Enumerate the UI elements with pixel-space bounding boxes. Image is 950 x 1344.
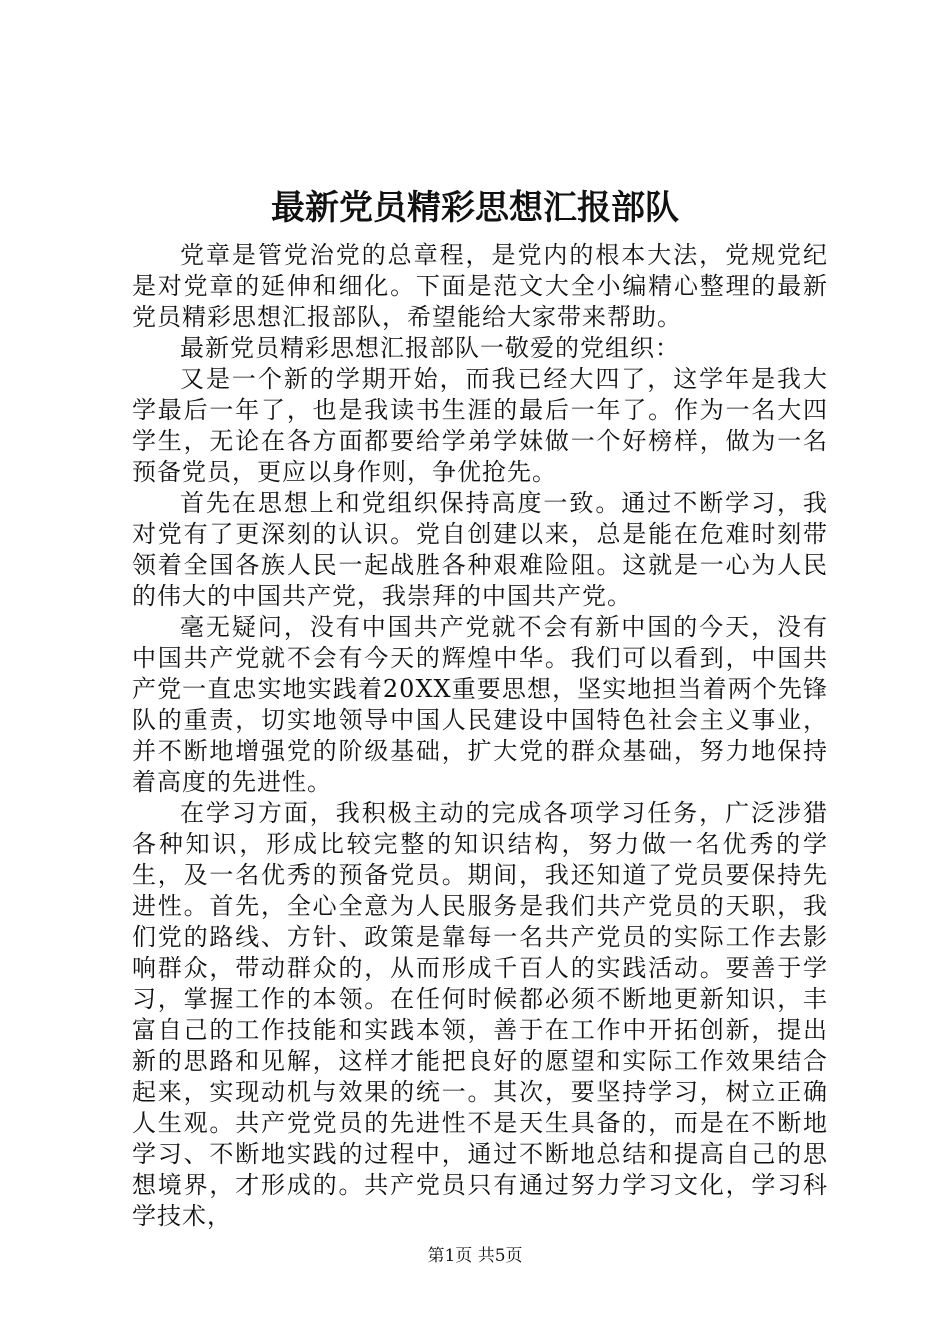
paragraph-party-history: 毫无疑问，没有中国共产党就不会有新中国的今天，没有中国共产党就不会有今天的辉煌中华。我们可以看到，中国共产党一直忠实地实践着20XX重要思想，坚实地担当着两个先锋队的重责，切实地领导中国人民建设中国特色社会主义事业，并不断地增强党的阶级基础，扩大党的群众基础，努力地保持着高度的先进性。 xyxy=(132,613,828,796)
paragraph-salutation: 最新党员精彩思想汇报部队一敬爱的党组织： xyxy=(180,334,680,362)
paragraph-new-semester: 又是一个新的学期开始，而我已经大四了，这学年是我大学最后一年了，也是我读书生涯的最后一年了。作为一名大四学生，无论在各方面都要给学弟学妹做一个好榜样，做为一名预备党员，更应以身作则，争优抢先。 xyxy=(132,365,828,486)
paragraph-ideology: 首先在思想上和党组织保持高度一致。通过不断学习，我对党有了更深刻的认识。党自创建以来，总是能在危难时刻带领着全国各族人民一起战胜各种艰难险阻。这就是一心为人民的伟大的中国共产党，我崇拜的中国共产党。 xyxy=(132,489,828,610)
paragraph-intro: 党章是管党治党的总章程，是党内的根本大法，党规党纪是对党章的延伸和细化。下面是范文大全小编精心整理的最新党员精彩思想汇报部队，希望能给大家带来帮助。 xyxy=(132,241,828,331)
document-title: 最新党员精彩思想汇报部队 xyxy=(271,188,679,228)
document-body xyxy=(132,240,828,1232)
page-footer: 第1页 共5页 xyxy=(427,1246,523,1266)
paragraph-study: 在学习方面，我积极主动的完成各项学习任务，广泛涉猎各种知识，形成比较完整的知识结构，努力做一名优秀的学生，及一名优秀的预备党员。期间，我还知道了党员要保持先进性。首先，全心全意为人民服务是我们共产党员的天职，我们党的路线、方针、政策是靠每一名共产党员的实际工作去影响群众，带动群众的，从而形成千百人的实践活动。要善于学习，掌握工作的本领。在任何时候都必须不断地更新知识，丰富自己的工作技能和实践本领，善于在工作中开拓创新，提出新的思路和见解，这样才能把良好的愿望和实际工作效果结合起来，实现动机与效果的统一。其次，要坚持学习，树立正确人生观。共产党党员的先进性不是天生具备的，而是在不断地学习、不断地实践的过程中，通过不断地总结和提高自己的思想境界，才形成的。共产党员只有通过努力学习文化，学习科学技术， xyxy=(132,799,828,1230)
